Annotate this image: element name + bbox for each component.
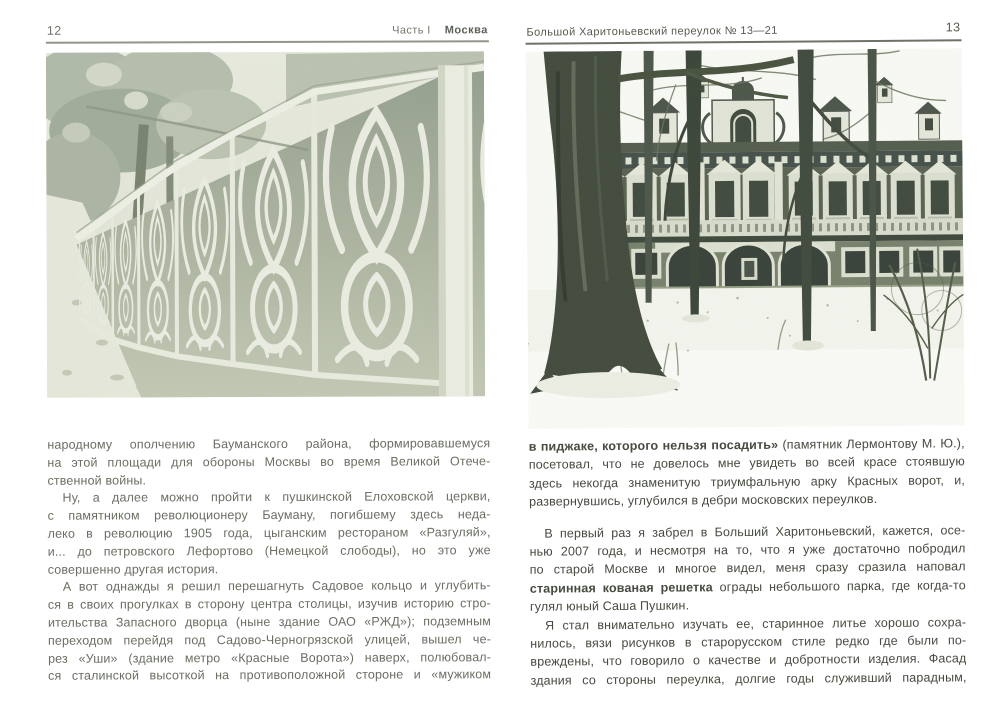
text-line: Ну, а далее можно пройти к пушкинской Елоховской церкви, xyxy=(47,489,490,508)
page-left xyxy=(46,0,491,711)
text-line: и... до петровского Лефортово (Немецкой слободы), но это уже xyxy=(48,542,491,561)
text-line: посетовал, что не довелось мне увидеть во всей красе стоявшую xyxy=(529,453,965,475)
paragraph xyxy=(529,434,966,511)
paragraph xyxy=(529,521,966,616)
running-header-left xyxy=(46,20,489,40)
paragraph xyxy=(48,578,491,686)
paragraph xyxy=(47,435,490,490)
body-text-right xyxy=(529,434,967,690)
wrought-iron-fence-photo xyxy=(46,51,485,398)
page-number: 13 xyxy=(946,20,961,34)
running-header-right xyxy=(525,19,961,40)
text-line: ся в своих прогулках в сторону центра столицы, изучив историю стро- xyxy=(48,595,491,614)
text-line: ся сталинской высоткой на противоположной стороне и «мужиком xyxy=(48,667,491,686)
text-line: гулял юный Саша Пушкин. xyxy=(530,595,966,617)
palace-winter-photo xyxy=(526,48,965,428)
text-line: ительства Запасного дворца (ныне здание ОАО «РЖД»); подземным xyxy=(48,613,491,632)
text-line: Я стал внимательно изучать ее, старинное литье хорошо сохра- xyxy=(530,613,966,635)
text-line: в пиджаке, которого нельзя посадить» (памятник Лермонтову М. Ю.), xyxy=(529,434,965,456)
text-line: народному ополчению Бауманского района, формировавшемуся xyxy=(47,435,490,454)
text-line: ственной войны. xyxy=(47,471,490,490)
text-line: леко в революцию 1905 года, цыганским рестораном «Разгуляй», xyxy=(48,524,491,543)
text-line: совершенно другая история. xyxy=(48,560,491,579)
text-line: вреждены, что говорило о качестве и добротности изделия. Фасад xyxy=(530,650,966,672)
text-line: здесь некогда знаменитую триумфальную арку Красных ворот, и, xyxy=(529,471,965,493)
text-line: нью 2007 года, и несмотря на то, что я уже достаточно побродил xyxy=(529,539,965,561)
paragraph xyxy=(47,489,490,580)
page-number: 12 xyxy=(47,24,62,38)
text-line: по старой Москве и многое видел, меня сразу сразила наповал xyxy=(530,558,966,580)
page-right xyxy=(525,0,967,712)
text-line: здания со стороны переулка, долгие годы служивший парадным, xyxy=(530,668,966,690)
text-line: рез «Уши» (здание метро «Красные Ворота») наверх, полюбовал- xyxy=(48,649,491,668)
section-label: Большой Харитоньевский переулок № 13—21 xyxy=(526,25,777,39)
text-line: нилось, вязи рисунков в старорусском стиле редко где были по- xyxy=(530,631,966,653)
text-line: А вот однажды я решил перешагнуть Садовое кольцо и углубить- xyxy=(48,578,491,597)
header-rule xyxy=(46,40,489,44)
chapter-label: Москва xyxy=(445,24,488,36)
part-label: Часть I xyxy=(392,24,431,36)
paragraph xyxy=(530,613,967,690)
text-line: развернувшись, углубился в дебри московских переулков. xyxy=(529,490,965,512)
text-line: с памятником революционеру Бауману, погибшему здесь неда- xyxy=(48,506,491,525)
text-line: на этой площади для обороны Москвы во время Великой Отече- xyxy=(47,453,490,472)
text-line: переходом перейдя под Садово-Черногрязской улицей, вышел че- xyxy=(48,631,491,650)
body-text-left xyxy=(47,435,491,686)
text-line: старинная кованая решетка ограды небольшого парка, где когда-то xyxy=(530,576,966,598)
text-line: В первый раз я забрел в Больший Харитоньевский, кажется, осе- xyxy=(529,521,965,543)
